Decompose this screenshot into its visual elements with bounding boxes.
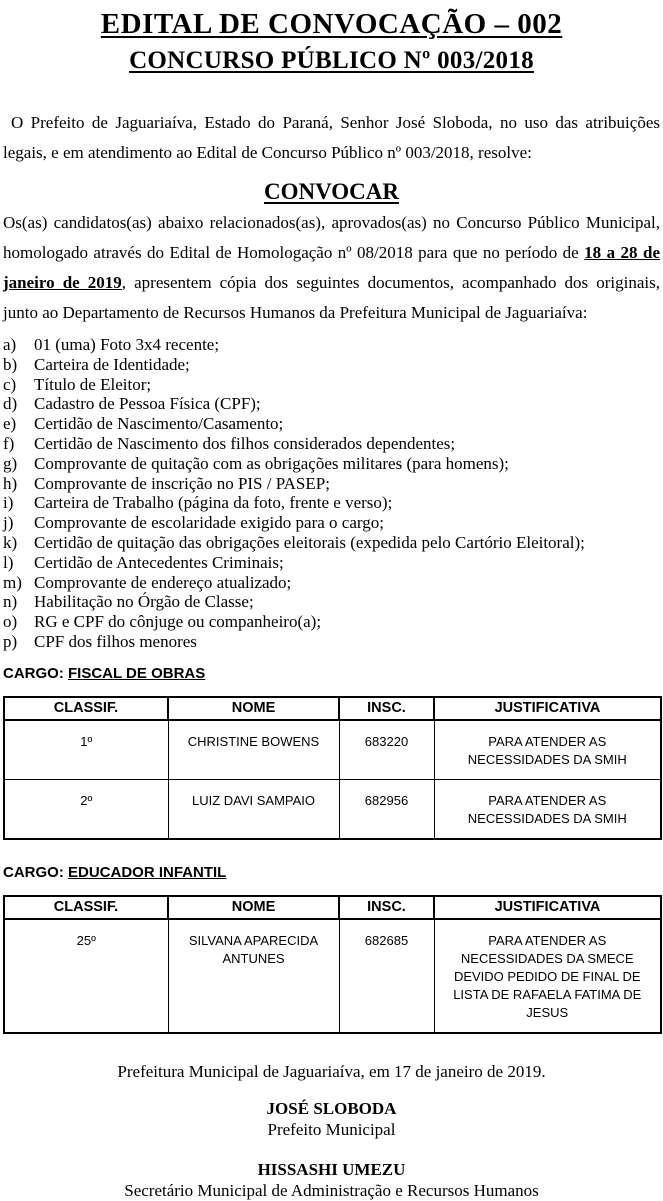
list-item xyxy=(3,454,660,474)
signature-block-prefeito xyxy=(3,1098,660,1140)
list-item xyxy=(3,533,660,553)
signature-name: HISSASHI UMEZU xyxy=(257,1159,406,1179)
list-marker: g) xyxy=(3,453,18,473)
list-item-text: CPF dos filhos menores xyxy=(34,631,197,651)
closing-date-line: Prefeitura Municipal de Jaguariaíva, em 17 de janeiro de 2019. xyxy=(117,1061,546,1081)
cell-classif: 2º xyxy=(4,779,168,839)
column-header-justificativa: JUSTIFICATIVA xyxy=(434,896,661,919)
required-documents-list xyxy=(3,335,660,652)
list-item-text: 01 (uma) Foto 3x4 recente; xyxy=(34,335,220,354)
cell-justificativa-text: PARA ATENDER AS NECESSIDADES DA SMECE DEVIDO PEDIDO DE FINAL DE LISTA DE RAFAELA FATIMA DE JESUS xyxy=(453,932,642,1020)
table-header-row xyxy=(4,896,661,919)
signature-block-secretario xyxy=(3,1159,660,1201)
column-header-insc: INSC. xyxy=(339,896,434,919)
cargo-label: CARGO: xyxy=(3,863,64,881)
list-item-text: Comprovante de escolaridade exigido para o cargo; xyxy=(34,513,384,533)
list-marker: k) xyxy=(3,532,18,552)
column-header-justificativa: JUSTIFICATIVA xyxy=(434,697,661,720)
list-marker: d) xyxy=(3,394,18,414)
list-marker: n) xyxy=(3,592,18,612)
list-item-text: Certidão de Nascimento dos filhos considerados dependentes; xyxy=(34,433,456,453)
cell-justificativa xyxy=(434,919,661,1033)
convocar-heading-text: CONVOCAR xyxy=(264,179,399,204)
signature-title: Secretário Municipal de Administração e Recursos Humanos xyxy=(124,1180,539,1200)
list-marker: h) xyxy=(3,473,18,493)
table-row xyxy=(4,779,661,839)
list-item-text: Carteira de Trabalho (página da foto, frente e verso); xyxy=(34,493,393,513)
cell-justificativa xyxy=(434,720,661,780)
cargo-role: EDUCADOR INFANTIL xyxy=(68,863,227,881)
list-item-text: Cadastro de Pessoa Física (CPF); xyxy=(34,394,261,414)
list-item-text: Comprovante de quitação com as obrigações militares (para homens); xyxy=(34,453,509,473)
list-item xyxy=(3,434,660,454)
list-item-text: Título de Eleitor; xyxy=(34,374,152,394)
list-item xyxy=(3,632,660,652)
cargo-label: CARGO: xyxy=(3,664,64,682)
document-subtitle xyxy=(3,45,660,77)
list-item-text: Carteira de Identidade; xyxy=(34,354,190,374)
cell-justificativa xyxy=(434,779,661,839)
cell-nome-text: SILVANA APARECIDA ANTUNES xyxy=(188,932,319,966)
list-marker: a) xyxy=(3,335,17,354)
cell-classif: 25º xyxy=(4,919,168,1033)
document-subtitle-text: CONCURSO PÚBLICO Nº 003/2018 xyxy=(129,47,534,74)
cargo-heading-educador-infantil xyxy=(3,864,660,881)
body-period-emphasis: 18 a 28 de janeiro de 2019 xyxy=(3,243,661,292)
list-item-text: Certidão de Antecedentes Criminais; xyxy=(34,552,284,572)
body-text-after: , apresentem cópia dos seguintes documentos, acompanhado dos originais, junto ao Departamento de Recursos Humanos da Prefeitura Municipal de Jaguariaíva: xyxy=(3,273,660,322)
column-header-nome: NOME xyxy=(168,697,339,720)
list-marker: f) xyxy=(3,433,15,453)
cell-justificativa-text: PARA ATENDER AS NECESSIDADES DA SMIH xyxy=(467,792,627,826)
table-row xyxy=(4,919,661,1033)
list-item xyxy=(3,394,660,414)
list-marker: o) xyxy=(3,612,18,632)
column-header-insc: INSC. xyxy=(339,697,434,720)
list-item xyxy=(3,414,660,434)
cell-insc: 682956 xyxy=(339,779,434,839)
list-marker: j) xyxy=(3,513,14,533)
column-header-classif: CLASSIF. xyxy=(4,697,168,720)
list-item xyxy=(3,612,660,632)
cell-nome xyxy=(168,919,339,1033)
table-header-row xyxy=(4,697,661,720)
list-item xyxy=(3,375,660,395)
list-marker: i) xyxy=(3,493,14,513)
column-header-nome: NOME xyxy=(168,896,339,919)
list-item xyxy=(3,592,660,612)
list-item xyxy=(3,355,660,375)
convocar-heading xyxy=(3,177,660,207)
list-item xyxy=(3,513,660,533)
cell-nome: CHRISTINE BOWENS xyxy=(168,720,339,780)
body-text-before: Os(as) candidatos(as) abaixo relacionados(as), aprovados(as) no Concurso Público Municipal, homologado através do Edital de Homologação nº 08/2018 para que no período de xyxy=(3,213,660,262)
cell-insc: 682685 xyxy=(339,919,434,1033)
list-marker: b) xyxy=(3,354,18,374)
list-item-text: Certidão de quitação das obrigações eleitorais (expedida pelo Cartório Eleitoral); xyxy=(34,532,585,552)
list-item xyxy=(3,493,660,513)
list-item-text: RG e CPF do cônjuge ou companheiro(a); xyxy=(34,612,322,632)
column-header-classif: CLASSIF. xyxy=(4,896,168,919)
body-paragraph xyxy=(3,208,660,328)
intro-paragraph: O Prefeito de Jaguariaíva, Estado do Paraná, Senhor José Sloboda, no uso das atribuições legais, e em atendimento ao Edital de Concurso Público nº 003/2018, resolve: xyxy=(3,113,660,162)
list-item-text: Comprovante de endereço atualizado; xyxy=(34,572,292,592)
table-row xyxy=(4,720,661,780)
list-marker: c) xyxy=(3,374,17,394)
list-item xyxy=(3,335,660,355)
list-item-text: Certidão de Nascimento/Casamento; xyxy=(34,414,284,434)
signature-name: JOSÉ SLOBODA xyxy=(266,1098,397,1118)
cell-justificativa-text: PARA ATENDER AS NECESSIDADES DA SMIH xyxy=(467,733,627,767)
list-marker: p) xyxy=(3,631,18,651)
list-item xyxy=(3,474,660,494)
cargo-role: FISCAL DE OBRAS xyxy=(68,664,206,682)
document-title xyxy=(3,6,660,43)
cell-classif: 1º xyxy=(4,720,168,780)
roster-table-fiscal-de-obras xyxy=(3,696,662,840)
list-item-text: Habilitação no Órgão de Classe; xyxy=(34,592,254,612)
document-title-text: EDITAL DE CONVOCAÇÃO – 002 xyxy=(100,8,563,40)
list-marker: m) xyxy=(3,572,22,592)
list-item xyxy=(3,573,660,593)
list-item-text: Comprovante de inscrição no PIS / PASEP; xyxy=(34,473,330,493)
cell-nome: LUIZ DAVI SAMPAIO xyxy=(168,779,339,839)
cargo-heading-fiscal-de-obras xyxy=(3,665,660,682)
cell-insc: 683220 xyxy=(339,720,434,780)
list-marker: l) xyxy=(3,552,14,572)
signature-title: Prefeito Municipal xyxy=(267,1119,396,1139)
roster-table-educador-infantil xyxy=(3,895,662,1034)
list-item xyxy=(3,553,660,573)
list-marker: e) xyxy=(3,414,17,434)
